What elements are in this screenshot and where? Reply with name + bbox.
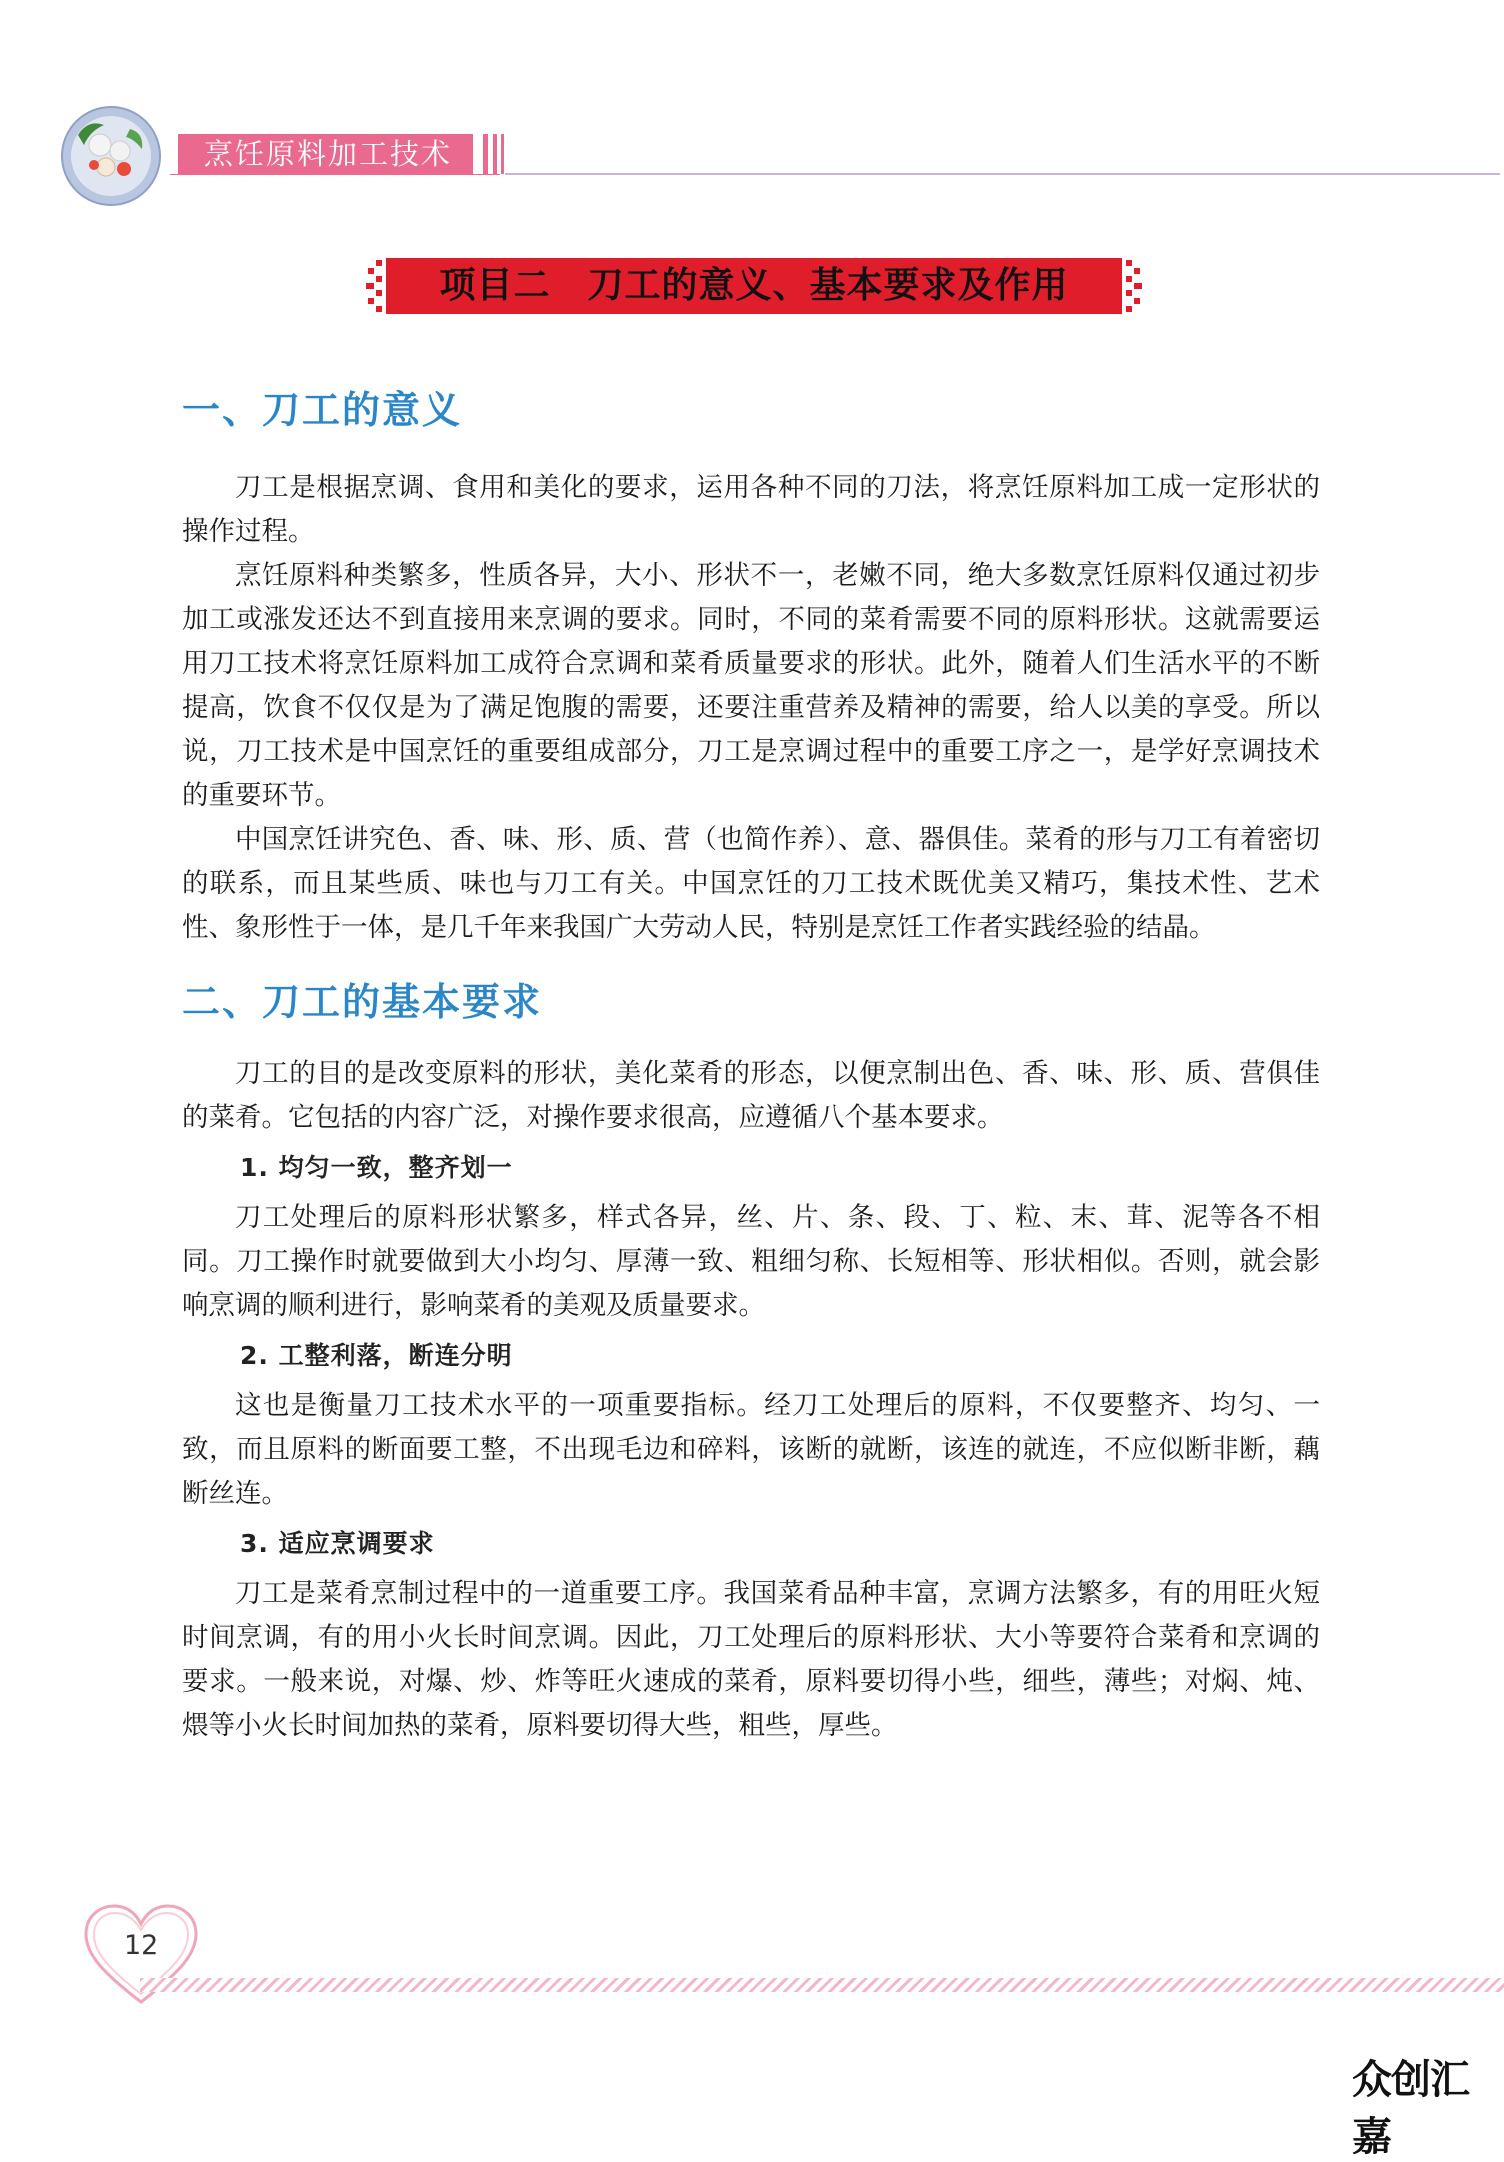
page-number: 12 (124, 1930, 159, 1961)
food-plate-icon (60, 105, 162, 207)
project-title: 项目二 刀工的意义、基本要求及作用 (439, 265, 1069, 306)
header-rule (505, 173, 1500, 175)
subheading: 2. 工整利落，断连分明 (240, 1341, 513, 1370)
page-footer (0, 1880, 1504, 2094)
paragraph: 烹饪原料种类繁多，性质各异，大小、形状不一，老嫩不同，绝大多数烹饪原料仅通过初步加工或涨发还达不到直接用来烹调的要求。同时，不同的菜肴需要不同的原料形状。这就需要运用刀工技术将烹饪原料加工成符合烹调和菜肴质量要求的形状。此外，随着人们生活水平的不断提高，饮食不仅仅是为了满足饱腹的需要，还要注重营养及精神的需要，给人以美的享受。所以说，刀工技术是中国烹饪的重要组成部分，刀工是烹调过程中的重要工序之一，是学好烹调技术的重要环节。 (182, 560, 1320, 811)
watermark-text: 众创汇嘉 (1352, 2057, 1469, 2160)
section-heading-meaning: 一、刀工的意义 (182, 387, 463, 432)
paragraph: 刀工是根据烹调、食用和美化的要求，运用各种不同的刀法，将烹饪原料加工成一定形状的操作过程。 (182, 472, 1320, 547)
footer-stripe (140, 1978, 1504, 1992)
project-banner (362, 254, 1146, 318)
paragraph: 这也是衡量刀工技术水平的一项重要指标。经刀工处理后的原料，不仅要整齐、均匀、一致，而且原料的断面要工整，不出现毛边和碎料，该断的就断，该连的就连，不应似断非断，藕断丝连。 (182, 1390, 1320, 1509)
paragraph: 刀工是菜肴烹制过程中的一道重要工序。我国菜肴品种丰富，烹调方法繁多，有的用旺火短时间烹调，有的用小火长时间烹调。因此，刀工处理后的原料形状、大小等要符合菜肴和烹调的要求。一般来说，对爆、炒、炸等旺火速成的菜肴，原料要切得小些，细些，薄些；对焖、炖、煨等小火长时间加热的菜肴，原料要切得大些，粗些，厚些。 (182, 1578, 1320, 1741)
book-title: 烹饪原料加工技术 (178, 134, 473, 174)
page-header (0, 0, 1504, 220)
main-content (182, 380, 1320, 1748)
section-heading-requirements: 二、刀工的基本要求 (182, 979, 543, 1024)
header-underline (170, 174, 500, 175)
banner-right-ornament (1116, 254, 1146, 318)
paragraph: 中国烹饪讲究色、香、味、形、质、营（也简作养）、意、器俱佳。菜肴的形与刀工有着密切的联系，而且某些质、味也与刀工有关。中国烹饪的刀工技术既优美又精巧，集技术性、艺术性、象形性于一体，是几千年来我国广大劳动人民，特别是烹饪工作者实践经验的结晶。 (182, 824, 1320, 943)
paragraph: 刀工的目的是改变原料的形状，美化菜肴的形态，以便烹制出色、香、味、形、质、营俱佳的菜肴。它包括的内容广泛，对操作要求很高，应遵循八个基本要求。 (182, 1058, 1320, 1133)
paragraph: 刀工处理后的原料形状繁多，样式各异，丝、片、条、段、丁、粒、末、茸、泥等各不相同。刀工操作时就要做到大小均匀、厚薄一致、粗细匀称、长短相等、形状相似。否则，就会影响烹调的顺利进行，影响菜肴的美观及质量要求。 (182, 1202, 1320, 1321)
subheading: 3. 适应烹调要求 (240, 1529, 435, 1558)
subheading: 1. 均匀一致，整齐划一 (240, 1153, 513, 1182)
header-bars-decoration (481, 134, 505, 174)
